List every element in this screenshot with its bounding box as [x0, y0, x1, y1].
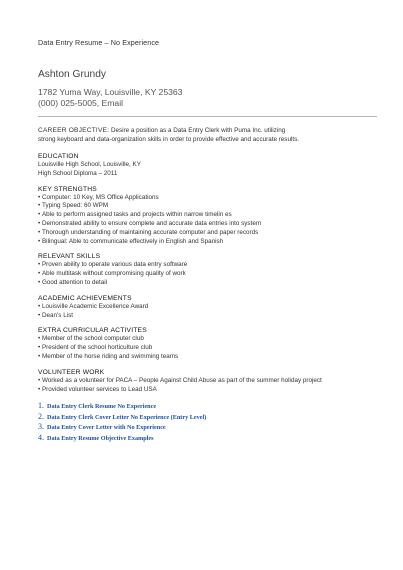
related-links	[38, 401, 377, 443]
career-objective	[38, 126, 377, 144]
list-item: • Louisville Academic Excellence Award	[38, 303, 377, 312]
academic-heading: ACADEMIC ACHIEVEMENTS	[38, 294, 132, 302]
candidate-name: Ashton Grundy	[38, 69, 106, 80]
related-link[interactable]	[38, 433, 377, 444]
education-heading: EDUCATION	[38, 153, 79, 160]
link-number: 1.	[38, 401, 44, 411]
list-item: • Member of the school computer club	[38, 335, 377, 344]
document-title: Data Entry Resume – No Experience	[38, 38, 160, 47]
header-divider	[38, 116, 377, 117]
list-item: • President of the school horticulture club	[38, 344, 377, 353]
list-item: • Able multitask without compromising quality of work	[38, 270, 377, 279]
extra-curricular-heading: EXTRA CURRICULAR ACTIVITES	[38, 327, 147, 335]
link-number: 3.	[38, 422, 44, 432]
relevant-skills-heading: RELEVANT SKILLS	[38, 253, 101, 261]
education-line: High School Diploma – 2011	[38, 169, 118, 177]
related-link[interactable]	[38, 422, 377, 433]
link-number: 2.	[38, 411, 44, 421]
link-label[interactable]: Data Entry Clerk Cover Letter No Experience (Entry Level)	[47, 413, 207, 421]
list-item: • Bilingual: Able to communicate effectively in English and Spanish	[38, 238, 377, 247]
contact-phone-email: (000) 025-5005, Email	[38, 98, 124, 108]
volunteer-section	[38, 369, 377, 395]
extra-curricular-section	[38, 327, 377, 361]
objective-label: CAREER OBJECTIVE:	[38, 127, 110, 134]
volunteer-heading: VOLUNTEER WORK	[38, 368, 105, 376]
education-line: Louisville High School, Louisville, KY	[38, 161, 141, 168]
link-number: 4.	[38, 432, 44, 442]
objective-text-1: Desire a position as a Data Entry Clerk with Puma Inc. utilizing	[110, 127, 286, 134]
list-item: • Able to perform assigned tasks and projects within narrow timelin es	[38, 211, 377, 220]
list-item: • Dean’s List	[38, 312, 377, 321]
list-item: • Thorough understanding of maintaining accurate computer and paper records	[38, 229, 377, 238]
list-item: • Provided volunteer services to Lead USA	[38, 386, 377, 395]
education-section	[38, 153, 377, 179]
list-item: • Worked as a volunteer for PACA – People Against Child Abuse as part of the summer holiday project	[38, 377, 377, 386]
related-link[interactable]	[38, 412, 377, 423]
key-strengths-heading: KEY STRENGTHS	[38, 185, 97, 193]
relevant-skills-section	[38, 253, 377, 287]
link-label[interactable]: Data Entry Clerk Resume No Experience	[47, 403, 157, 411]
list-item: • Computer: 10 Key, MS Office Applications	[38, 194, 377, 203]
list-item: • Good attention to detail	[38, 279, 377, 288]
related-link[interactable]	[38, 401, 377, 412]
objective-text-2: strong keyboard and data-organization skills in order to provide effective and accurate results.	[38, 136, 300, 143]
link-label[interactable]: Data Entry Cover Letter with No Experience	[47, 424, 166, 432]
list-item: • Typing Speed: 60 WPM	[38, 202, 377, 211]
contact-address: 1782 Yuma Way, Louisville, KY 25363	[38, 87, 183, 97]
key-strengths-section	[38, 186, 377, 247]
link-label[interactable]: Data Entry Resume Objective Examples	[47, 434, 154, 442]
list-item: • Proven ability to operate various data entry software	[38, 261, 377, 270]
academic-section	[38, 295, 377, 321]
list-item: • Demonstrated ability to ensure complete and accurate data entries into system	[38, 220, 377, 229]
list-item: • Member of the horse riding and swimming teams	[38, 353, 377, 362]
